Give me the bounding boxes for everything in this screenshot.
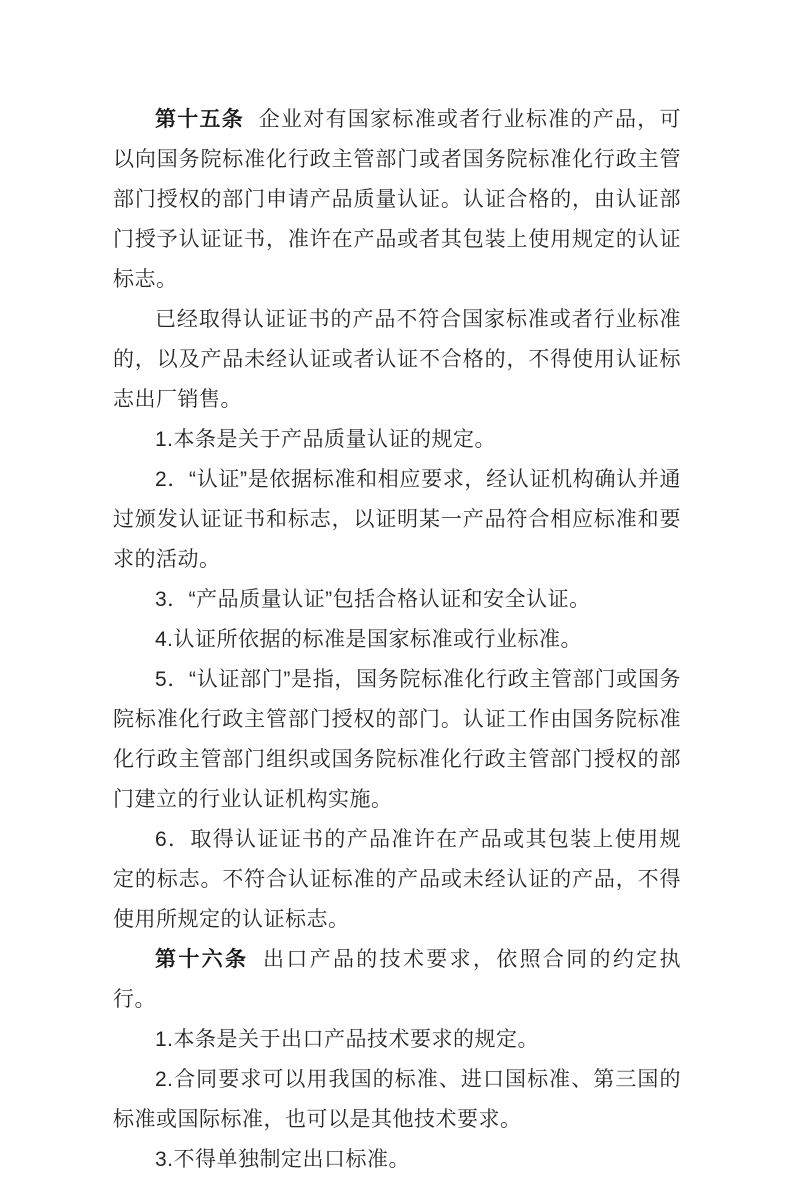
article-number: 第十五条 <box>155 108 245 131</box>
body-paragraph: 3.不得单独制定出口标准。 <box>155 1148 411 1171</box>
body-paragraph: 4.认证所依据的标准是国家标准或行业标准。 <box>155 628 583 651</box>
body-paragraph: 2.合同要求可以用我国的标准、进口国标准、第三国的标准或国际标准，也可以是其他技术要求。 <box>113 1068 681 1131</box>
body-paragraph: 1.本条是关于出口产品技术要求的规定。 <box>155 1028 540 1051</box>
body-paragraph: 5．“认证部门”是指，国务院标准化行政主管部门或国务院标准化行政主管部门授权的部门。认证工作由国务院标准化行政主管部门组织或国务院标准化行政主管部门授权的部门建立的行业认证机构实施。 <box>113 668 681 811</box>
article-paragraph <box>113 100 681 300</box>
body-paragraph: 1.本条是关于产品质量认证的规定。 <box>155 428 497 451</box>
body-paragraph: 3．“产品质量认证”包括合格认证和安全认证。 <box>155 588 591 611</box>
article-number: 第十六条 <box>155 948 249 971</box>
article-text: 企业对有国家标准或者行业标准的产品，可以向国务院标准化行政主管部门或者国务院标准化行政主管部门授权的部门申请产品质量认证。认证合格的，由认证部门授予认证证书，准许在产品或者其包装上使用规定的认证标志。 <box>113 108 682 291</box>
document-body <box>113 100 681 1180</box>
article-text: 出口产品的技术要求，依照合同的约定执行。 <box>113 948 682 1011</box>
body-paragraph: 已经取得认证证书的产品不符合国家标准或者行业标准的，以及产品未经认证或者认证不合格的，不得使用认证标志出厂销售。 <box>113 308 681 411</box>
article-paragraph <box>113 940 681 1020</box>
body-paragraph: 6．取得认证证书的产品准许在产品或其包装上使用规定的标志。不符合认证标准的产品或未经认证的产品，不得使用所规定的认证标志。 <box>113 828 681 931</box>
body-paragraph: 2．“认证”是依据标准和相应要求，经认证机构确认并通过颁发认证证书和标志，以证明某一产品符合相应标准和要求的活动。 <box>113 468 681 571</box>
